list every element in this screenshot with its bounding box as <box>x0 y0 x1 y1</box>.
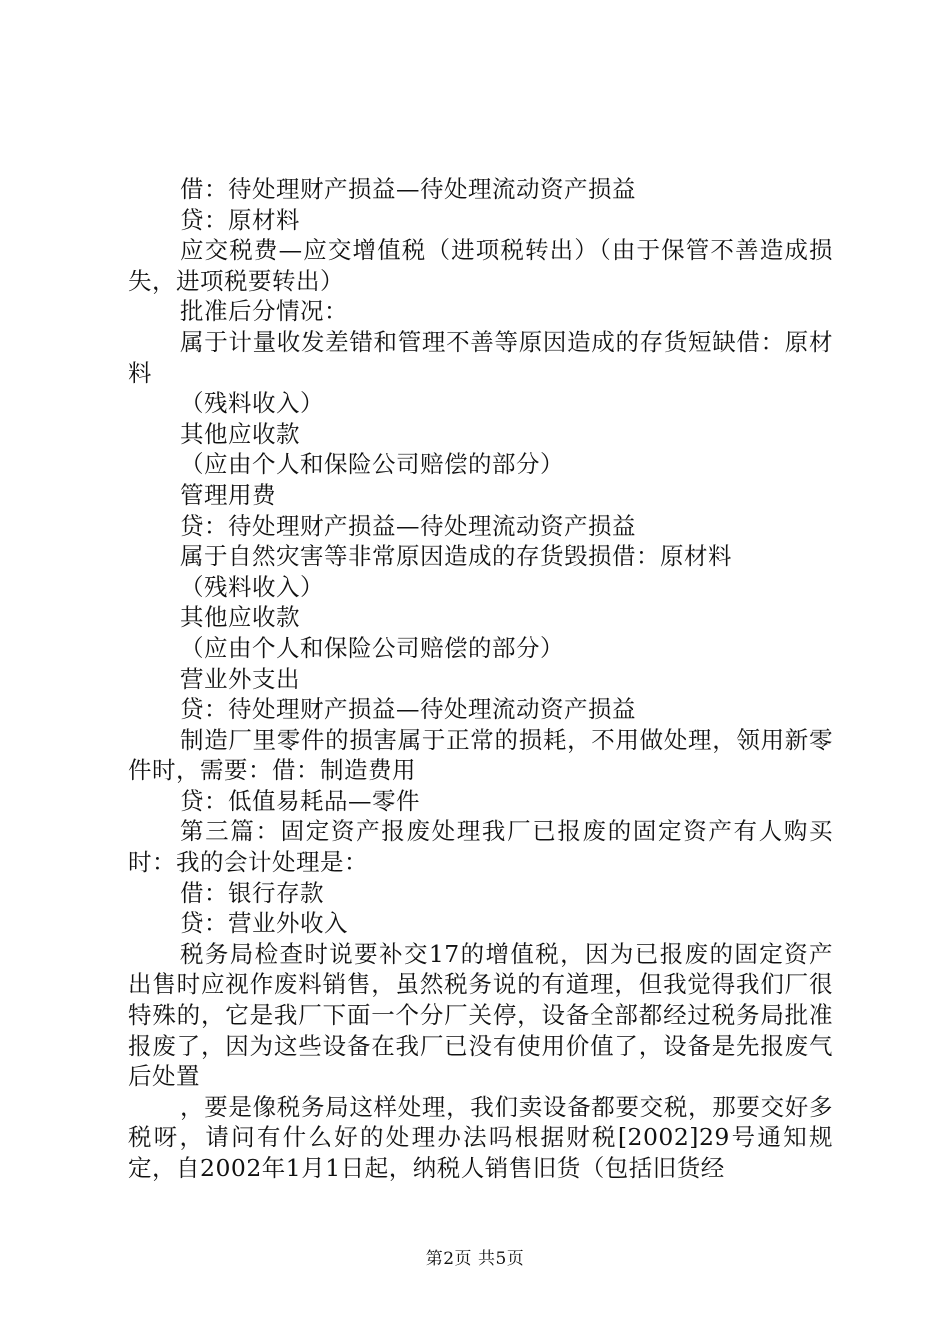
document-body <box>128 174 833 1184</box>
paragraph: （应由个人和保险公司赔偿的部分） <box>180 633 564 662</box>
paragraph: 贷：待处理财产损益—待处理流动资产损益 <box>180 511 636 540</box>
paragraph: 管理用费 <box>180 480 276 509</box>
paragraph: 其他应收款 <box>180 419 300 448</box>
paragraph: 应交税费—应交增值税（进项税转出）（由于保管不善造成损失，进项税要转出） <box>128 236 833 295</box>
paragraph: （残料收入） <box>180 572 324 601</box>
paragraph: 借：待处理财产损益—待处理流动资产损益 <box>180 175 636 203</box>
paragraph: 其他应收款 <box>180 603 300 632</box>
paragraph: 贷：低值易耗品—零件 <box>180 786 420 815</box>
paragraph: 贷：营业外收入 <box>180 909 348 938</box>
paragraph: ，要是像税务局这样处理，我们卖设备都要交税，那要交好多税呀，请问有什么好的处理办法吗根据财税[2002]29号通知规定，自2002年1月1日起，纳税人销售旧货（包括旧货经 <box>128 1092 833 1182</box>
paragraph: 第三篇：固定资产报废处理我厂已报废的固定资产有人购买时：我的会计处理是： <box>128 817 833 877</box>
paragraph: 属于计量收发差错和管理不善等原因造成的存货短缺借：原材料 <box>128 327 833 387</box>
paragraph: 批准后分情况： <box>180 297 348 326</box>
paragraph: 贷：待处理财产损益—待处理流动资产损益 <box>180 695 636 724</box>
page-footer: 第2页 共5页 <box>425 1249 525 1269</box>
paragraph: （残料收入） <box>180 389 324 418</box>
paragraph: 税务局检查时说要补交17的增值税，因为已报废的固定资产出售时应视作废料销售，虽然税务说的有道理，但我觉得我们厂很特殊的，它是我厂下面一个分厂关停，设备全部都经过税务局批准报废了，因为这些设备在我厂已没有使用价值了，设备是先报废气后处置 <box>128 939 833 1091</box>
paragraph: 贷：原材料 <box>180 205 300 234</box>
paragraph: （应由个人和保险公司赔偿的部分） <box>180 450 564 479</box>
paragraph: 营业外支出 <box>180 664 300 693</box>
paragraph: 属于自然灾害等非常原因造成的存货毁损借：原材料 <box>180 542 732 571</box>
paragraph: 制造厂里零件的损害属于正常的损耗，不用做处理，领用新零件时，需要：借：制造费用 <box>128 725 833 785</box>
paragraph: 借：银行存款 <box>180 878 324 907</box>
